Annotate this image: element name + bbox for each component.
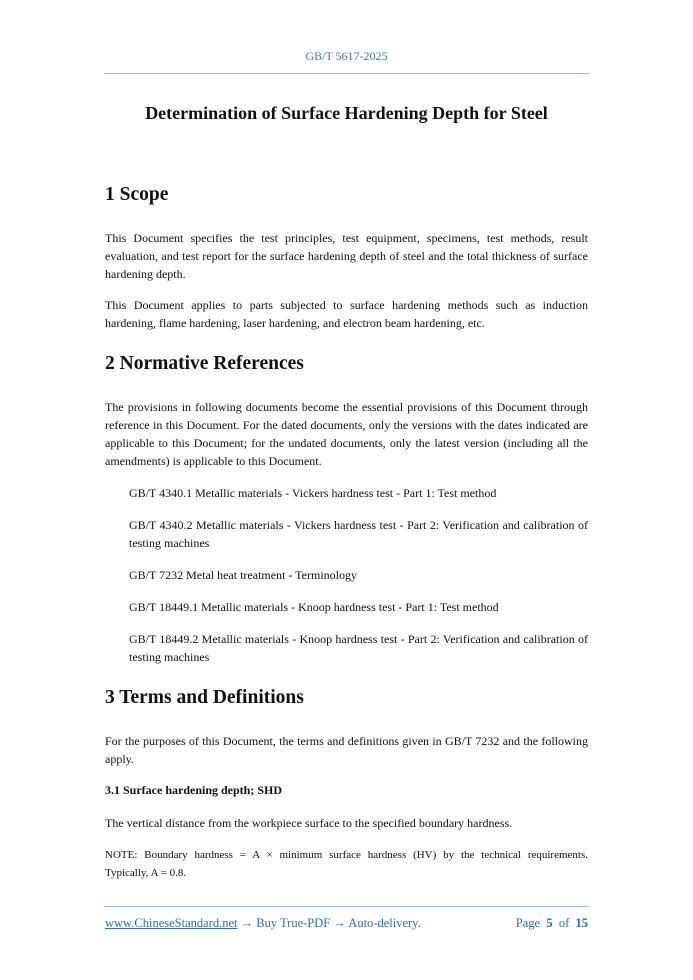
page-total: 15: [575, 916, 588, 930]
website-link[interactable]: www.ChineseStandard.net: [105, 916, 238, 930]
reference-item: GB/T 18449.1 Metallic materials - Knoop hardness test - Part 1: Test method: [129, 600, 499, 614]
note-line: Typically, A = 0.8.: [105, 867, 187, 879]
definition: The vertical distance from the workpiece surface to the specified boundary hardness.: [105, 816, 513, 830]
reference-item: GB/T 4340.2 Metallic materials - Vickers hardness test - Part 2: Verification and calibration of testing machines: [129, 518, 588, 550]
footer: [105, 916, 588, 931]
footer-divider: [104, 906, 589, 907]
of-label: of: [558, 916, 570, 930]
paragraph: This Document applies to parts subjected to surface hardening methods such as induction hardening, flame hardening, laser hardening, and electron beam hardening, etc.: [105, 298, 588, 330]
paragraph: This Document specifies the test principles, test equipment, specimens, test methods, result evaluation, and test report for the surface hardening depth of steel and the total thickness of surface hardening depth.: [105, 231, 588, 281]
page-number: 5: [546, 916, 553, 930]
page-label: Page: [515, 916, 541, 930]
note-line: NOTE: Boundary hardness = A × minimum surface hardness (HV) by the technical requirements.: [105, 849, 588, 861]
page-indicator: [516, 916, 588, 931]
page-title: Determination of Surface Hardening Depth for Steel: [145, 103, 548, 123]
footer-promo: [105, 916, 421, 931]
paragraph: For the purposes of this Document, the terms and definitions given in GB/T 7232 and the following apply.: [105, 734, 588, 766]
header-divider: [104, 73, 589, 74]
section-heading-references: 2 Normative References: [105, 353, 304, 374]
section-heading-scope: 1 Scope: [105, 184, 169, 205]
header-doc-id: GB/T 5617-2025: [305, 49, 388, 63]
subsection-heading: 3.1 Surface hardening depth; SHD: [105, 783, 283, 797]
reference-item: GB/T 18449.2 Metallic materials - Knoop hardness test - Part 2: Verification and calibration of testing machines: [129, 632, 588, 664]
section-heading-terms: 3 Terms and Definitions: [105, 687, 304, 708]
paragraph: The provisions in following documents become the essential provisions of this Document through reference in this Document. For the dated documents, only the versions with the dates indicated are applicable to this Document; for the undated documents, only the latest version (including all the amendments) is applicable to this Document.: [105, 400, 588, 468]
reference-item: GB/T 7232 Metal heat treatment - Terminology: [129, 568, 357, 582]
reference-item: GB/T 4340.1 Metallic materials - Vickers hardness test - Part 1: Test method: [129, 486, 497, 500]
footer-text: → Buy True-PDF → Auto-delivery.: [237, 916, 421, 930]
